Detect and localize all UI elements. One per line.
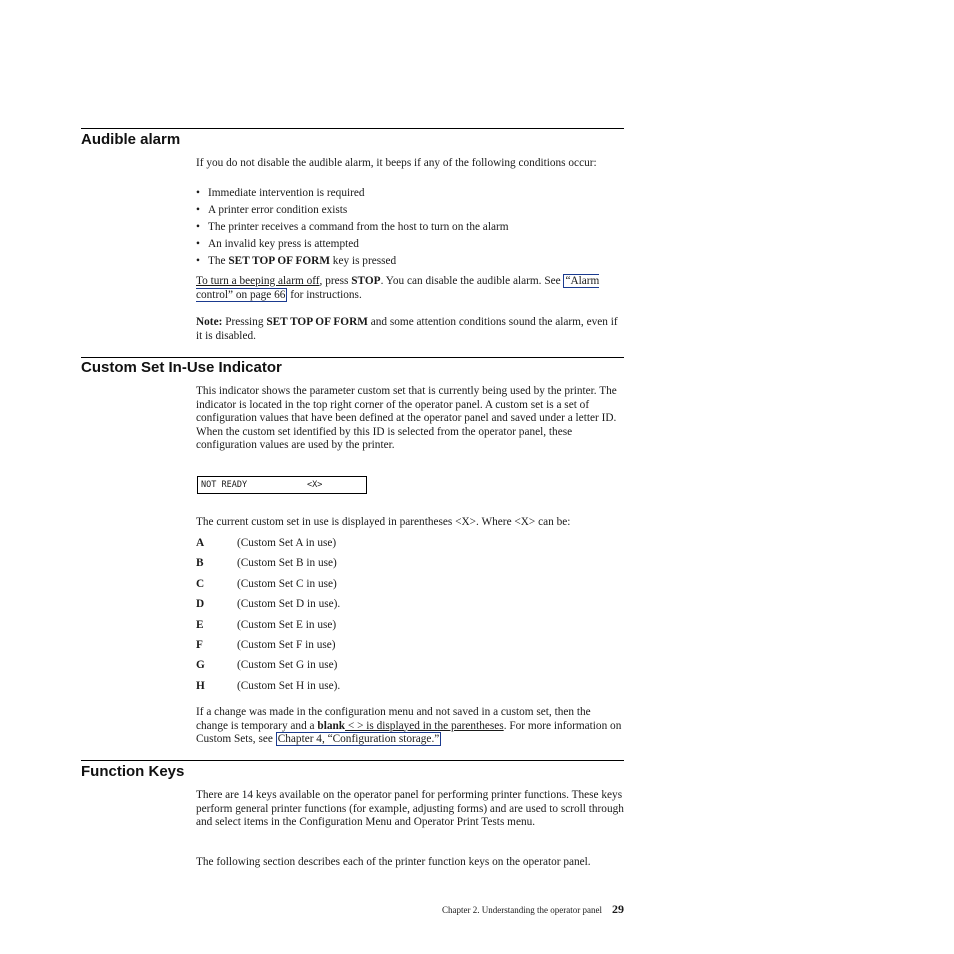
turn-off-link[interactable]: To turn a beeping alarm off — [196, 275, 320, 287]
list-item: • An invalid key press is attempted — [196, 238, 509, 255]
current-set-paragraph: The current custom set in use is displayed in parentheses <X>. Where <X> can be: — [196, 516, 571, 528]
section-rule — [81, 357, 624, 358]
turn-off-paragraph: To turn a beeping alarm off, press STOP. You can disable the audible alarm. See “Alarm control” on page 66 for instructions. — [196, 275, 600, 301]
heading-audible-alarm: Audible alarm — [81, 131, 181, 148]
function-keys-paragraph-2: The following section describes each of the printer function keys on the operator panel. — [196, 856, 591, 868]
list-item: • A printer error condition exists — [196, 204, 509, 221]
panel-custom-set-indicator: <X> — [307, 480, 323, 490]
section-rule — [81, 760, 624, 761]
temporary-change-paragraph: If a change was made in the configuration menu and not saved in a custom set, then the change is temporary and a blank < > is displayed in the parentheses. For more information on Custom Sets, see Chapter 4, “Configuration storage.” — [196, 706, 622, 745]
heading-function-keys: Function Keys — [81, 763, 185, 780]
alarm-control-link[interactable]: “Alarm control” on page 66 — [196, 275, 600, 301]
page-footer — [380, 902, 624, 917]
document-page: Audible alarm If you do not disable the audible alarm, it beeps if any of the following conditions occur: • Immediate intervention is required • A printer error condition exists • The printer receives a command from the host to turn on the alarm • An invalid key press is attempted • The SET TOP OF FORM key is pressed To turn a beeping alarm off, press STOP. You can disable the audible alarm. See “Alarm control” on page 66 for instructions. Note: Pressing SET TOP OF FORM and some attention conditions sound the alarm, even if it is disabled. Custom Set In-Use Indicator This indicator shows the parameter custom set that is currently being used by the printer. The indicator is located in the top right corner of the operator panel. A custom set is a set of configuration values that have been defined at the operator panel and saved under a letter ID. When the custom set identified by this ID is selected from the operator panel, these configuration values are used by the printer. NOT READY <X> The current custom set in use is displayed in parentheses <X>. Where <X> can be: A (Custom Set A in use) B (Custom Set B in use) C (Custom Set C in use) D (Custom Set D in use). E (Custom Set E in use) F (Custom Set F in use) G (Custom Set G in use) H (Custom Set H in use). If a change was made in the configuration menu and not saved in a custom set, then the change is temporary and a blank < > is displayed in the parentheses. For more information on Custom Sets, see Chapter 4, “Configuration storage.” Function Keys There are 14 keys available on the operator panel for performing printer functions. These keys perform general printer functions (for example, adjusting forms) and are used to scroll through and select items in the Configuration Menu and Operator Print Tests menu. The following section describes each of the printer function keys on the operator panel. Chapter 2. Understanding the operator panel 29 — [0, 0, 954, 954]
configuration-storage-link[interactable]: Chapter 4, “Configuration storage.” — [277, 733, 440, 745]
list-item: • Immediate intervention is required — [196, 187, 509, 204]
list-item: • The printer receives a command from the host to turn on the alarm — [196, 221, 509, 238]
page-number: 29 — [612, 902, 624, 916]
list-item: • The SET TOP OF FORM key is pressed — [196, 255, 509, 272]
operator-panel-display — [197, 476, 367, 494]
heading-custom-set: Custom Set In-Use Indicator — [81, 359, 282, 376]
function-keys-paragraph-1: There are 14 keys available on the operator panel for performing printer functions. These keys perform general printer functions (for example, adjusting forms) and are used to scroll through and select items in the Configuration Menu and Operator Print Tests menu. — [196, 789, 624, 828]
note-label: Note: — [196, 316, 223, 328]
blank-parentheses-link[interactable]: < > is displayed in the parentheses — [345, 719, 504, 732]
audible-alarm-intro: If you do not disable the audible alarm, it beeps if any of the following conditions occur: — [196, 157, 597, 169]
custom-set-intro: This indicator shows the parameter custom set that is currently being used by the printer. The indicator is located in the top right corner of the operator panel. A custom set is a set of configuration values that have been defined at the operator panel and saved under a letter ID. When the custom set identified by this ID is selected from the operator panel, these configuration values are used by the printer. — [196, 385, 617, 451]
note-block: Note: Pressing SET TOP OF FORM and some attention conditions sound the alarm, even if it is disabled. — [196, 316, 618, 342]
footer-chapter: Chapter 2. Understanding the operator panel — [442, 905, 602, 915]
alarm-conditions-list — [196, 187, 509, 272]
panel-status-text: NOT READY — [201, 480, 248, 490]
section-rule — [81, 128, 624, 129]
